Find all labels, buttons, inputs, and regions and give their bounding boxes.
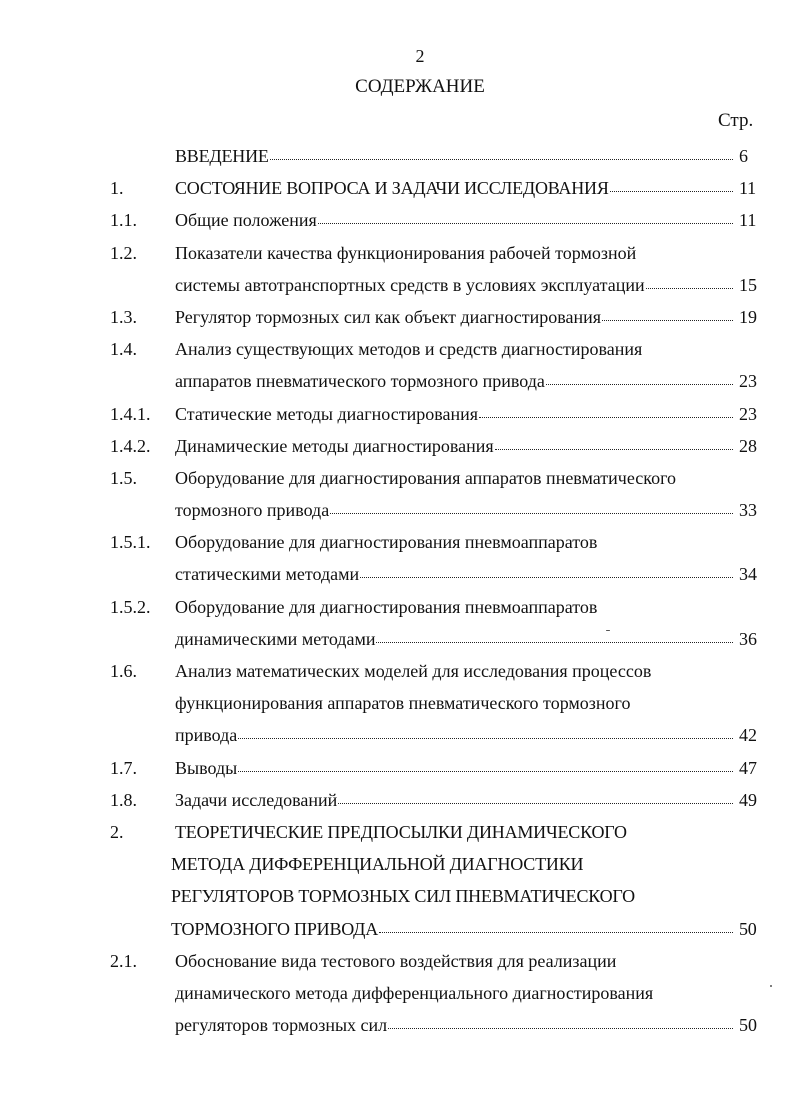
dot-leader <box>338 802 733 804</box>
toc-title-text: динамическими методами <box>175 628 376 649</box>
toc-entry <box>0 140 795 172</box>
toc-title-text: СОСТОЯНИЕ ВОПРОСА И ЗАДАЧИ ИССЛЕДОВАНИЯ <box>175 178 609 199</box>
toc-text <box>175 430 795 462</box>
toc-line <box>0 848 795 880</box>
toc-line <box>0 1009 795 1041</box>
toc-line <box>0 526 795 558</box>
toc-title-text: МЕТОДА ДИФФЕРЕНЦИАЛЬНОЙ ДИАГНОСТИКИ <box>171 854 584 875</box>
dot-leader <box>238 737 733 739</box>
toc-text <box>175 623 795 655</box>
toc-page-number: 23 <box>739 371 757 392</box>
toc-text <box>175 945 795 977</box>
toc-line <box>0 591 795 623</box>
toc-entry <box>0 237 795 301</box>
toc-page-number: 23 <box>739 403 757 424</box>
toc-page-number: 50 <box>739 918 757 939</box>
toc-line <box>0 880 795 912</box>
toc-line <box>0 462 795 494</box>
dot-leader <box>270 158 733 160</box>
toc-page-number: 11 <box>739 178 756 199</box>
toc-title-text: Показатели качества функционирования рабочей тормозной <box>175 242 637 263</box>
toc-line <box>0 687 795 719</box>
toc-entry <box>0 430 795 462</box>
toc-text <box>175 784 795 816</box>
toc-entry <box>0 591 795 655</box>
toc-entry <box>0 945 795 1042</box>
toc-title-text: Анализ математических моделей для исследования процессов <box>175 661 652 681</box>
toc-text <box>175 140 795 172</box>
toc-entry <box>0 398 795 430</box>
dot-leader <box>646 287 733 289</box>
toc-title-text: тормозного привода <box>175 500 330 521</box>
toc-page-number: 34 <box>739 564 757 585</box>
toc-section-number: 1.1. <box>110 210 137 231</box>
toc-page-number: 19 <box>739 306 757 327</box>
toc-section-number: 2.1. <box>110 950 137 971</box>
toc-line <box>0 816 795 848</box>
toc-text <box>175 172 795 204</box>
toc-text <box>175 1009 795 1041</box>
toc-text <box>175 365 795 397</box>
toc-line <box>0 430 795 462</box>
toc-title-text: Оборудование для диагностирования пневмоаппаратов <box>175 532 598 553</box>
toc-title-text: Регулятор тормозных сил как объект диагностирования <box>175 306 602 327</box>
toc-line <box>0 719 795 751</box>
toc-title-text: Обоснование вида тестового воздействия для реализации <box>175 950 617 971</box>
toc-entry <box>0 655 795 752</box>
toc-section-number: 1.4.2. <box>110 435 151 456</box>
toc-line <box>0 301 795 333</box>
dot-leader <box>238 770 733 772</box>
dot-leader <box>360 576 733 578</box>
toc-text <box>175 204 795 236</box>
dot-leader <box>379 931 733 933</box>
toc-title-text: ТОРМОЗНОГО ПРИВОДА <box>171 918 379 939</box>
toc-text <box>175 816 795 848</box>
toc-entry <box>0 752 795 784</box>
toc-text <box>175 237 795 269</box>
toc-section-number: 1. <box>110 178 124 199</box>
toc-page-number: 6 <box>739 146 748 166</box>
toc-text <box>175 655 795 687</box>
toc-line <box>0 558 795 590</box>
page-number: 2 <box>415 46 425 66</box>
toc-entry <box>0 784 795 816</box>
toc-entry <box>0 462 795 526</box>
toc-title-text: РЕГУЛЯТОРОВ ТОРМОЗНЫХ СИЛ ПНЕВМАТИЧЕСКОГО <box>171 886 635 907</box>
toc-text <box>175 558 795 590</box>
toc-page-number: 33 <box>739 500 757 521</box>
toc-line <box>0 494 795 526</box>
toc-title-text: Общие положения <box>175 210 317 231</box>
toc-section-number: 1.4.1. <box>110 403 151 424</box>
dot-leader <box>376 641 733 643</box>
table-of-contents <box>0 140 795 1041</box>
toc-text <box>175 591 795 623</box>
toc-text <box>175 687 795 719</box>
toc-page-number: 49 <box>739 789 757 810</box>
toc-page-number: 28 <box>739 435 757 456</box>
page-column-label: Стр. <box>718 110 754 131</box>
toc-title-text: Задачи исследований <box>175 789 338 810</box>
toc-line <box>0 945 795 977</box>
toc-title-text: статическими методами <box>175 564 360 585</box>
toc-line <box>0 398 795 430</box>
toc-section-number: 1.5.1. <box>110 532 151 553</box>
toc-line <box>0 237 795 269</box>
toc-title-text: динамического метода дифференциального диагностирования <box>175 982 654 1003</box>
dot-leader <box>602 319 733 321</box>
toc-line <box>0 784 795 816</box>
toc-text <box>171 913 795 945</box>
toc-section-number: 1.3. <box>110 306 137 327</box>
toc-title-text: Анализ существующих методов и средств диагностирования <box>175 339 643 360</box>
toc-text <box>175 333 795 365</box>
toc-text <box>175 398 795 430</box>
toc-title-text: ВВЕДЕНИЕ <box>175 146 269 166</box>
toc-section-number: 1.7. <box>110 757 137 778</box>
toc-section-number: 2. <box>110 821 124 842</box>
toc-title-text: Выводы <box>175 757 238 778</box>
toc-text <box>175 752 795 784</box>
toc-page-number: 11 <box>739 210 757 231</box>
dot-leader <box>495 448 733 450</box>
dot-leader <box>330 512 733 514</box>
dot-leader <box>318 222 733 224</box>
toc-line <box>0 333 795 365</box>
toc-section-number: 1.4. <box>110 339 137 360</box>
toc-line <box>0 204 795 236</box>
toc-section-number: 1.5.2. <box>110 596 151 617</box>
toc-line <box>0 913 795 945</box>
toc-title-text: привода <box>175 725 238 746</box>
toc-text <box>175 301 795 333</box>
toc-title-text: Оборудование для диагностирования аппаратов пневматического <box>175 467 677 488</box>
toc-section-number: 1.8. <box>110 789 137 810</box>
toc-page-number: 50 <box>739 1015 757 1036</box>
toc-line <box>0 752 795 784</box>
toc-page-number: 47 <box>739 757 757 778</box>
toc-title-text: системы автотранспортных средств в условиях эксплуатации <box>175 274 645 295</box>
toc-line <box>0 623 795 655</box>
toc-page-number: 42 <box>739 725 757 746</box>
toc-text <box>175 719 795 751</box>
toc-section-number: 1.2. <box>110 242 137 263</box>
toc-title-text: Статические методы диагностирования <box>175 403 478 424</box>
toc-title-text: Динамические методы диагностирования <box>175 435 494 456</box>
toc-text <box>175 977 795 1009</box>
scan-speck <box>770 985 772 987</box>
toc-line <box>0 977 795 1009</box>
scan-speck <box>606 630 610 631</box>
dot-leader <box>546 383 733 385</box>
toc-text <box>171 880 795 912</box>
toc-page-number: 36 <box>739 628 757 649</box>
toc-page-number: 15 <box>739 274 757 295</box>
toc-entry <box>0 301 795 333</box>
toc-title-text: аппаратов пневматического тормозного привода <box>175 371 545 392</box>
toc-text <box>175 526 795 558</box>
toc-entry <box>0 816 795 945</box>
toc-title-text: функционирования аппаратов пневматического тормозного <box>175 693 631 714</box>
toc-entry <box>0 204 795 236</box>
toc-line <box>0 655 795 687</box>
page-title: СОДЕРЖАНИЕ <box>355 76 485 97</box>
toc-title-text: Оборудование для диагностирования пневмоаппаратов <box>175 596 598 617</box>
toc-title-text: регуляторов тормозных сил <box>175 1015 388 1036</box>
toc-text <box>175 462 795 494</box>
toc-text <box>175 269 795 301</box>
toc-title-text: ТЕОРЕТИЧЕСКИЕ ПРЕДПОСЫЛКИ ДИНАМИЧЕСКОГО <box>175 821 627 842</box>
dot-leader <box>479 416 733 418</box>
toc-entry <box>0 172 795 204</box>
toc-text <box>171 848 795 880</box>
dot-leader <box>610 190 733 192</box>
toc-entry <box>0 333 795 397</box>
toc-line <box>0 365 795 397</box>
toc-section-number: 1.5. <box>110 467 137 488</box>
toc-section-number: 1.6. <box>110 661 137 681</box>
toc-entry <box>0 526 795 590</box>
toc-line <box>0 172 795 204</box>
dot-leader <box>388 1027 733 1029</box>
toc-line <box>0 140 795 172</box>
toc-text <box>175 494 795 526</box>
toc-line <box>0 269 795 301</box>
